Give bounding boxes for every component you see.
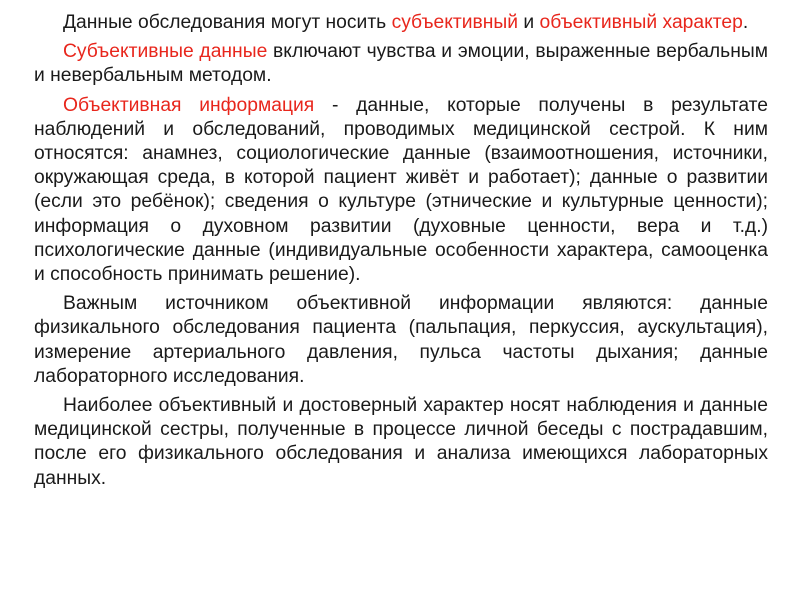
term-subjective-data: Субъективные данные [63,41,268,63]
paragraph-text: Данные обследования могут носить [63,12,392,33]
paragraph-objective-sources [34,292,768,389]
paragraph-text: Важным источником объективной информации являются: данные физикального обследования пациента (пальпация, перкуссия, аускультация), измерение артериального давления, пульса частоты дыхания; данные лабораторного исследования. [34,293,768,387]
paragraph-most-objective [34,394,768,491]
paragraph-data-types [34,11,768,35]
paragraph-text: и [518,12,540,33]
paragraph-text: Наиболее объективный и достоверный характер носят наблюдения и данные медицинской сестры, полученные в процессе личной беседы с пострадавшим, после его физикального обследования и анализа имеющихся лабораторных данных. [34,395,768,489]
term-subjective: субъективный [391,12,519,33]
text-block [34,11,768,496]
paragraph-text: . [742,12,749,33]
paragraph-text: включают чувства и эмоции, выраженные вербальным и невербальным методом. [34,41,768,87]
term-objective: объективный характер [539,12,743,33]
term-objective-information: Объективная информация [63,94,315,116]
paragraph-subjective-data [34,40,768,88]
paragraph-objective-information [34,94,768,288]
paragraph-text: - данные, которые получены в результате наблюдений и обследований, проводимых медицинской сестрой. К ним относятся: анамнез, социологические данные (взаимоотношения, источники, окружающая среда, в которой пациент живёт и работает); данные о развитии (если это ребёнок); сведения о культуре (этнические и культурные ценности); информация о духовном развитии (духовные ценности, вера и т.д.) психологические данные (индивидуальные особенности характера, самооценка и способность принимать решение). [34,94,768,286]
